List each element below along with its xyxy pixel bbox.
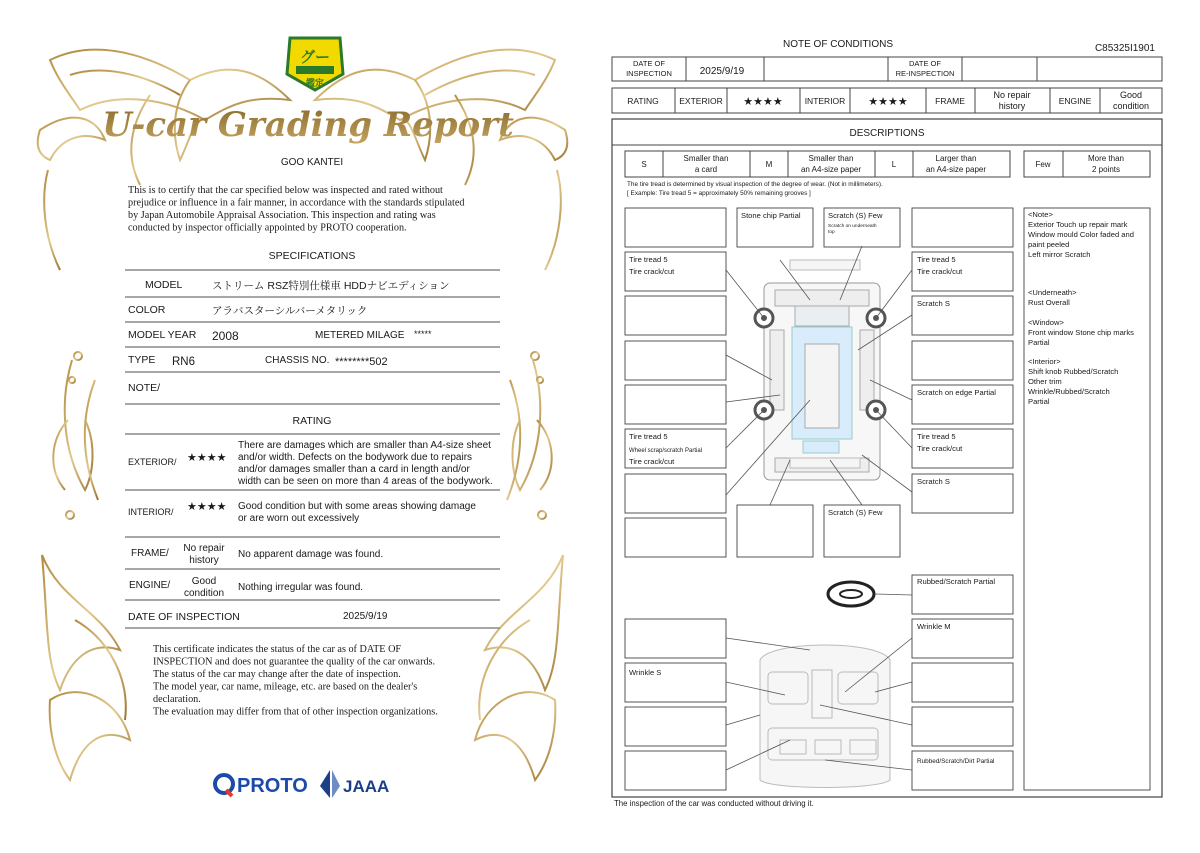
footer-line: The evaluation may differ from that of other inspection organizations. (153, 706, 438, 718)
exterior-stars: ★★★★ (187, 452, 227, 464)
exterior-desc: There are damages which are smaller than A4-size sheet (238, 440, 491, 451)
desc-box (625, 751, 726, 790)
chassis-label: CHASSIS NO. (265, 355, 330, 366)
box-scratch-few-bottom: Scratch (S) Few (828, 508, 883, 517)
desc-box (625, 707, 726, 746)
footer-line: declaration. (153, 694, 201, 705)
conditions-code: C85325I1901 (1094, 43, 1155, 54)
note-line: Front window Stone chip marks (1028, 328, 1134, 337)
footer-line: The status of the car may change after the date of inspection. (153, 669, 401, 680)
legend-l-desc: Larger than (935, 154, 977, 163)
box-front-left-tire: Tire tread 5 (629, 255, 668, 264)
rating-row (612, 88, 1162, 113)
note-line: Rust Overall (1028, 298, 1070, 307)
desc-box (912, 751, 1013, 790)
intro-line: This is to certify that the car specified below was inspected and rated without (128, 185, 443, 196)
legend-m: M (765, 160, 773, 169)
legend-few: Few (1035, 160, 1051, 169)
mileage-value: ***** (414, 329, 432, 339)
rating-table (128, 440, 493, 623)
box-rear-left-tire: Wheel scrap/scratch Partial (629, 448, 703, 454)
box-front-right-tire: Tire crack/cut (917, 267, 963, 276)
certificate-footer (153, 644, 438, 718)
chassis-value: ********502 (335, 356, 388, 368)
certificate (38, 38, 568, 798)
box-scratch-edge: Scratch on edge Partial (917, 388, 996, 397)
desc-box (625, 385, 726, 424)
box-rubbed-wheel: Rubbed/Scratch Partial (917, 577, 996, 586)
doi-label: INSPECTION (626, 69, 672, 78)
tread-note: The tire tread is determined by visual inspection of the degree of wear. (Not in millimeters). (627, 181, 883, 188)
engine-value: condition (183, 588, 225, 599)
car-top-view-diagram (755, 260, 885, 480)
engine-label: ENGINE (1058, 96, 1092, 106)
legend-l: L (891, 160, 897, 169)
box-rear-right-tire: Tire tread 5 (917, 432, 956, 441)
doi-value: 2025/9/19 (343, 611, 388, 622)
exterior-label: EXTERIOR/ (128, 457, 177, 467)
desc-box (625, 518, 726, 557)
model-year-label: MODEL YEAR (128, 329, 197, 341)
note-line: Wrinkle/Rubbed/Scratch (1028, 387, 1110, 396)
note-line: Left mirror Scratch (1028, 250, 1091, 259)
proto-logo (215, 775, 308, 797)
box-rear-left-tire: Tire tread 5 (629, 432, 668, 441)
jaaa-logo (320, 770, 389, 798)
engine-label: ENGINE/ (129, 580, 171, 591)
desc-box (912, 208, 1013, 247)
note-line: <Interior> (1028, 357, 1061, 366)
rating-label: RATING (627, 96, 659, 106)
exterior-desc: and/or damages smaller than a card in length and/or (238, 464, 470, 475)
interior-desc: Good condition but with some areas showing damage (238, 501, 476, 512)
certificate-subtitle: GOO KANTEI (280, 157, 344, 168)
legend-s-desc: a card (694, 165, 718, 174)
steering-wheel-icon (828, 582, 874, 606)
note-line: <Window> (1028, 318, 1064, 327)
legend-few-desc: More than (1087, 154, 1125, 163)
engine-value: condition (1112, 101, 1150, 111)
box-rubbed-dirt: Rubbed/Scratch/Dirt Partial (917, 758, 995, 765)
box-stone-chip: Stone chip Partial (741, 211, 801, 220)
interior-desc: or are worn out excessively (238, 513, 360, 524)
desc-box (625, 341, 726, 380)
desc-box (912, 663, 1013, 702)
frame-label: FRAME/ (131, 548, 169, 559)
note-line: <Underneath> (1028, 288, 1077, 297)
badge-bottom-text: 鑑定 (305, 78, 325, 88)
engine-desc: Nothing irregular was found. (238, 582, 364, 593)
reinspection-label: RE-INSPECTION (895, 69, 955, 78)
box-scratch-s-rear: Scratch S (917, 477, 950, 486)
legend-m-desc: Smaller than (808, 154, 854, 163)
box-scratch-few-top-sub: Scratch on underneath (828, 224, 877, 229)
interior-stars: ★★★★ (187, 501, 227, 513)
desc-box (625, 208, 726, 247)
notes-column (1028, 210, 1134, 406)
tread-note: [ Example: Tire tread 5 = approximately 50% remaining grooves ] (627, 190, 811, 197)
box-scratch-few-top: Scratch (S) Few (828, 211, 883, 220)
frame-value: No repair (183, 543, 225, 554)
engine-value: Good (1119, 90, 1143, 100)
model-value: ストリーム RSZ特別仕様車 HDDナビエディション (212, 280, 450, 292)
intro-line: conducted by inspector officially appointed by PROTO cooperation. (128, 222, 407, 234)
proto-logo-text: PROTO (237, 775, 308, 797)
box-front-right-tire: Tire tread 5 (917, 255, 956, 264)
certificate-intro (128, 185, 465, 234)
type-value: RN6 (172, 356, 196, 368)
engine-value: Good (191, 576, 217, 587)
box-rear-right-tire: Tire crack/cut (917, 444, 963, 453)
exterior-label: EXTERIOR (679, 96, 723, 106)
color-label: COLOR (128, 304, 166, 316)
frame-value: history (189, 555, 219, 566)
size-legend (625, 151, 1150, 177)
footer-line: The model year, car name, mileage, etc. are based on the dealer's (153, 681, 418, 693)
footer-line: This certificate indicates the status of the car as of DATE OF (153, 644, 402, 655)
box-scratch-few-top-sub: top (828, 230, 835, 235)
exterior-desc: width can be seen on more than 4 areas of the bodywork. (238, 476, 493, 487)
intro-line: by Japan Automobile Appraisal Association. This inspection and rating was (128, 210, 436, 221)
mileage-label: METERED MILAGE (315, 330, 405, 341)
conditions-footer: The inspection of the car was conducted without driving it. (614, 799, 814, 808)
intro-line: prejudice or influence in a fair manner, in accordance with the standards stipulated (128, 197, 465, 209)
interior-label: INTERIOR (804, 96, 846, 106)
frame-value: history (998, 101, 1026, 111)
frame-desc: No apparent damage was found. (238, 549, 384, 560)
badge-top-text: グー (299, 49, 331, 66)
desc-box (625, 619, 726, 658)
box-rear-left-tire: Tire crack/cut (629, 457, 675, 466)
doi-label: DATE OF INSPECTION (128, 611, 240, 623)
note-line: <Note> (1028, 210, 1053, 219)
box-scratch-s-right: Scratch S (917, 299, 950, 308)
box-wrinkle-s: Wrinkle S (629, 668, 662, 677)
desc-box (625, 474, 726, 513)
desc-box (625, 296, 726, 335)
specifications-heading: SPECIFICATIONS (268, 250, 356, 262)
note-line: paint peeled (1028, 240, 1070, 249)
descriptions-heading: DESCRIPTIONS (849, 128, 925, 139)
goo-kantei-badge (287, 38, 343, 90)
exterior-desc: and/or width. Defects on the bodywork due to repairs (238, 452, 473, 463)
legend-l-desc: an A4-size paper (925, 165, 987, 174)
exterior-stars: ★★★★ (743, 96, 783, 108)
jaaa-logo-text: JAAA (343, 777, 390, 796)
note-line: Window mould Color faded and (1028, 230, 1134, 239)
note-of-conditions (612, 39, 1162, 808)
desc-box (912, 341, 1013, 380)
note-line: Partial (1028, 397, 1050, 406)
certificate-title: U-car Grading Report (102, 105, 514, 145)
legend-m-desc: an A4-size paper (800, 165, 862, 174)
box-wrinkle-m: Wrinkle M (917, 622, 951, 631)
note-line: Shift knob Rubbed/Scratch (1028, 367, 1119, 376)
type-label: TYPE (128, 354, 156, 366)
frame-label: FRAME (935, 96, 965, 106)
color-value: アラバスターシルバーメタリック (212, 305, 368, 317)
note-line: Exterior Touch up repair mark (1028, 220, 1128, 229)
legend-s-desc: Smaller than (683, 154, 729, 163)
model-year-value: 2008 (212, 329, 239, 343)
note-line: Partial (1028, 338, 1050, 347)
legend-s: S (641, 160, 647, 169)
doi-label: DATE OF (633, 59, 665, 68)
reinspection-label: DATE OF (909, 59, 941, 68)
doi-value: 2025/9/19 (699, 66, 745, 77)
desc-box (912, 707, 1013, 746)
interior-stars: ★★★★ (868, 96, 908, 108)
note-label: NOTE/ (128, 382, 161, 394)
rating-heading: RATING (292, 415, 332, 427)
box-front-left-tire: Tire crack/cut (629, 267, 675, 276)
legend-few-desc: 2 points (1091, 165, 1121, 174)
conditions-title: NOTE OF CONDITIONS (783, 39, 893, 50)
note-line: Other trim (1028, 377, 1062, 386)
inspection-date-row (612, 57, 1162, 81)
desc-box (737, 505, 813, 557)
interior-label: INTERIOR/ (128, 507, 174, 517)
footer-line: INSPECTION and does not guarantee the quality of the car onwards. (153, 656, 436, 668)
model-label: MODEL (145, 279, 183, 291)
frame-value: No repair (993, 90, 1031, 100)
